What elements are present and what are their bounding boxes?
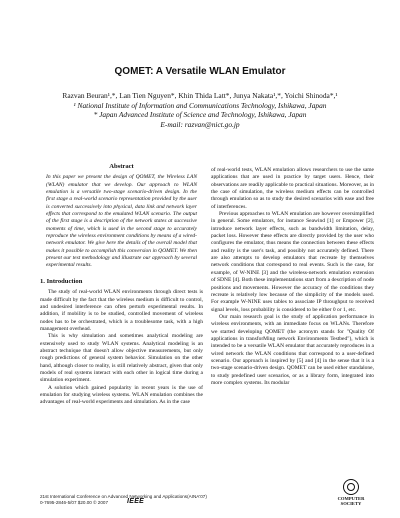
paper-title: QOMET: A Versatile WLAN Emulator	[114, 66, 286, 77]
author-email: E-mail: razvan@nict.go.jp	[160, 119, 240, 129]
footer-isbn: 0-7695-2846-5/07 $20.00 © 2007	[40, 500, 109, 505]
author-block	[0, 91, 400, 129]
abstract-text: In this paper we present the design of QOMET, the Wireless LAN (WLAN) emulator that we develop. Our approach to WLAN emulation is a versatile two-stage scenario-driven design. In the first stage a real-world scenario representation provided by the user is converted successively into physical, data link and network layer effects that correspond to the emulated WLAN scenario. The output of the first stage is a description of the network states at successive moments of time, which is used in the second stage to accurately reproduce the wireless environment conditions by means of a wired-network emulator. We give here the details of the overall model that makes it possible to accomplish this conversion in QOMET. We then present our test methodology and illustrate our approach by several experimental results.	[46, 174, 197, 269]
abstract-heading: Abstract	[109, 163, 134, 170]
right-column	[211, 167, 374, 387]
intro-paragraph: This is why simulation and sometimes analytical modeling are extensively used to study WLAN systems. Analytical modeling is an abstract technique that doesn't allow objective measurements, but only rough predictions of general system behavior. Simulation on the other hand, although closer to reality, is still relatively abstract, given that only models of real systems interact with each other in logical time during a simulation experiment.	[40, 333, 203, 384]
ieee-logo: IEEE	[127, 498, 145, 505]
affiliation-nict: ¹ National Institute of Information and Communications Technology, Ishikawa, Japan	[73, 100, 327, 110]
computer-society-logo	[334, 479, 368, 506]
left-column	[40, 163, 203, 407]
body-paragraph: Previous approaches to WLAN emulation are however oversimplified in general. Some emulators, for instance Seawind [1] or Empower [2], introduce network layer effects, such as bandwidth limitation, delay, packet loss. However these effects are directly provided by the user who configures the emulator, thus means the connection between these effects and reality is the user's task, and possibly not accurately defined. There are also attempts to develop emulators that recreate by themselves network conditions that correspond to real events. Such is the case, for example, of W-NINE [3] and the wireless-network emulation extension of SDNE [4]. Both these implementations start from a description of node positions and movements. However the accuracy of the conditions they recreate is relatively low because of the simplicity of the models used. For example W-NINE uses tables to associate IP throughput to received signal levels, loss probability is considered to be either 0 or 1, etc.	[211, 211, 374, 313]
computer-society-emblem-icon	[343, 479, 359, 495]
conference-footer	[40, 494, 207, 506]
intro-paragraph: A solution which gained popularity in recent years is the use of emulation for studying wireless systems. WLAN emulation combines the advantages of real-world experiments and simulation. As in the case	[40, 384, 203, 406]
footer-conference-name: 21st International Conference on Advanced Networking and Applications(AINA'07)	[40, 494, 207, 499]
body-paragraph: Our main research goal is the study of application performance in wireless environments, with an immediate focus on WLANs. Therefore we started developing QOMET (the acronym stands for "Quality Of applications in transforMing network Environments Testbed"), which is intended to be a versatile WLAN emulator that accurately reproduces in a wired network the WLAN conditions that correspond to a user-defined scenario. Our approach is inspired by [5] and [4] in the sense that it is a two-stage scenario-driven design. QOMET can be used either standalone, to study predefined user scenarios, or as a library form, integrated into more complex systems. Its modular	[211, 313, 374, 386]
section-heading-introduction: 1. Introduction	[40, 277, 83, 285]
cs-logo-line2: SOCIETY	[340, 501, 362, 506]
body-paragraph: of real-world tests, WLAN emulation allows researchers to use the same applications that are used in practice by target users. Hence, their observations are readily applicable to practical situations. Moreover, as in the case of simulation, the wireless medium effects can be controlled through emulation so as to study the desired scenarios with ease and free of interferences.	[211, 167, 374, 210]
intro-paragraph: The study of real-world WLAN environments through direct tests is made difficult by the fact that the wireless medium is difficult to control, and undesired interference can often perturb experimental results. In addition, if mobility is to be studied, controlled movement of wireless nodes has to be orchestrated, which is a troublesome task, with a high management overhead.	[40, 289, 203, 332]
affiliation-jaist: * Japan Advanced Institute of Science and Technology, Ishikawa, Japan	[93, 110, 307, 119]
author-list: Razvan Beuran¹,*, Lan Tien Nguyen*, Khin Thida Latt*, Junya Nakata¹,*, Yoichi Shinoda*,¹	[62, 91, 338, 100]
cs-logo-line1: COMPUTER	[337, 496, 365, 501]
